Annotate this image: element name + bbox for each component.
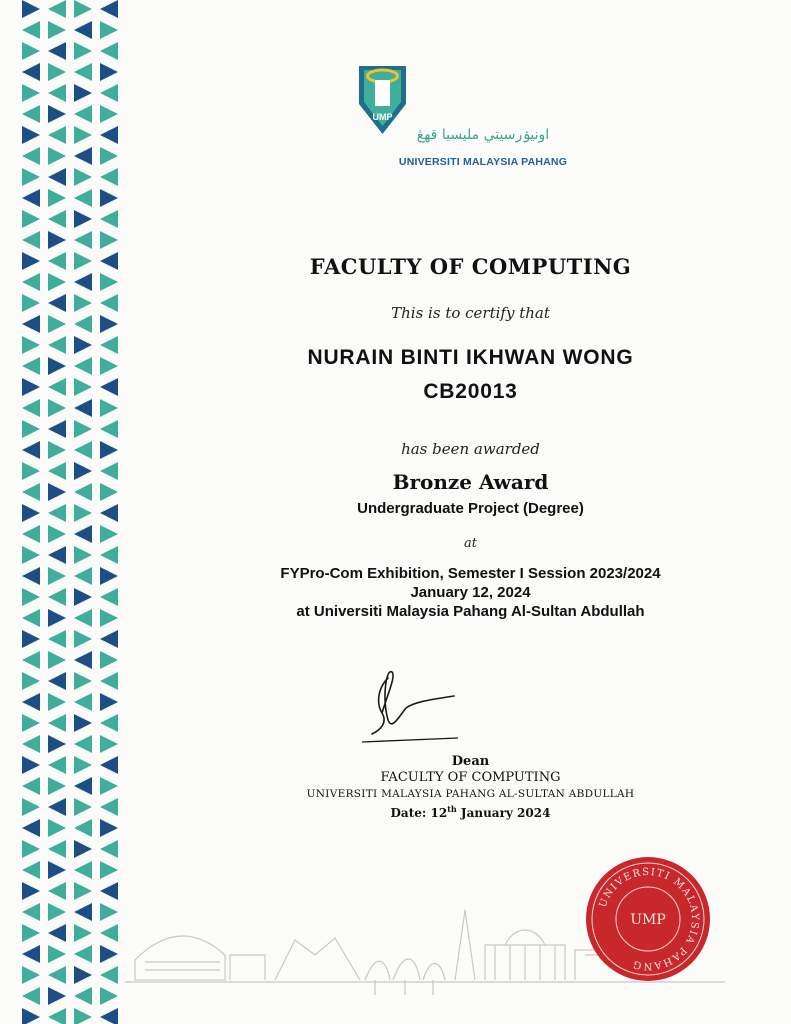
border-triangle bbox=[22, 252, 40, 270]
dean-signature bbox=[358, 668, 468, 754]
border-triangle bbox=[74, 483, 92, 501]
border-triangle bbox=[74, 231, 92, 249]
border-triangle bbox=[22, 945, 40, 963]
border-triangle bbox=[74, 147, 92, 165]
border-triangle bbox=[74, 252, 92, 270]
border-triangle bbox=[100, 63, 118, 81]
border-triangle bbox=[48, 21, 66, 39]
border-triangle bbox=[100, 189, 118, 207]
border-triangle bbox=[22, 294, 40, 312]
border-triangle bbox=[74, 273, 92, 291]
border-triangle bbox=[100, 840, 118, 858]
border-triangle bbox=[48, 126, 66, 144]
border-triangle bbox=[74, 210, 92, 228]
border-triangle bbox=[22, 609, 40, 627]
border-triangle bbox=[48, 252, 66, 270]
border-triangle bbox=[74, 336, 92, 354]
decorative-triangle-border bbox=[18, 0, 128, 1024]
logo-arabic-name: اونيۏرسيتي مليسيا قهڠ bbox=[416, 127, 550, 143]
border-triangle bbox=[48, 735, 66, 753]
date-rest: January 2024 bbox=[460, 806, 551, 820]
border-triangle bbox=[74, 126, 92, 144]
border-triangle bbox=[74, 924, 92, 942]
border-triangle bbox=[48, 798, 66, 816]
svg-text:UNIVERSITI MALAYSIA PAHANG: UNIVERSITI MALAYSIA PAHANG bbox=[597, 866, 701, 972]
border-triangle bbox=[22, 84, 40, 102]
border-triangle bbox=[48, 840, 66, 858]
border-triangle bbox=[48, 84, 66, 102]
border-triangle bbox=[22, 756, 40, 774]
border-triangle bbox=[22, 525, 40, 543]
border-triangle bbox=[48, 588, 66, 606]
border-triangle bbox=[48, 357, 66, 375]
border-triangle bbox=[48, 756, 66, 774]
border-triangle bbox=[100, 882, 118, 900]
border-triangle bbox=[22, 714, 40, 732]
border-triangle bbox=[100, 84, 118, 102]
border-triangle bbox=[48, 861, 66, 879]
border-triangle bbox=[100, 231, 118, 249]
border-triangle bbox=[74, 63, 92, 81]
border-triangle bbox=[22, 1008, 40, 1024]
border-triangle bbox=[100, 630, 118, 648]
border-triangle bbox=[48, 525, 66, 543]
recipient-id: CB20013 bbox=[423, 380, 518, 403]
border-triangle bbox=[74, 546, 92, 564]
awarded-text: has been awarded bbox=[401, 440, 540, 458]
border-triangle bbox=[48, 294, 66, 312]
border-triangle bbox=[22, 840, 40, 858]
border-triangle bbox=[22, 42, 40, 60]
border-triangle bbox=[74, 42, 92, 60]
border-triangle bbox=[74, 672, 92, 690]
border-triangle bbox=[48, 693, 66, 711]
border-triangle bbox=[48, 1008, 66, 1024]
border-triangle bbox=[100, 777, 118, 795]
border-triangle bbox=[100, 21, 118, 39]
border-triangle bbox=[22, 504, 40, 522]
border-triangle bbox=[22, 273, 40, 291]
border-triangle bbox=[48, 189, 66, 207]
border-triangle bbox=[48, 147, 66, 165]
border-triangle bbox=[74, 84, 92, 102]
border-triangle bbox=[22, 441, 40, 459]
border-triangle bbox=[22, 0, 40, 18]
border-triangle bbox=[48, 924, 66, 942]
border-triangle bbox=[100, 210, 118, 228]
border-triangle bbox=[100, 42, 118, 60]
border-triangle bbox=[74, 1008, 92, 1024]
border-triangle bbox=[48, 567, 66, 585]
border-triangle bbox=[100, 441, 118, 459]
border-triangle bbox=[100, 294, 118, 312]
border-triangle bbox=[74, 462, 92, 480]
border-triangle bbox=[22, 588, 40, 606]
border-triangle bbox=[22, 735, 40, 753]
border-triangle bbox=[48, 819, 66, 837]
award-category: Undergraduate Project (Degree) bbox=[357, 500, 584, 517]
border-triangle bbox=[100, 546, 118, 564]
border-triangle bbox=[74, 525, 92, 543]
border-triangle bbox=[48, 651, 66, 669]
border-triangle bbox=[100, 336, 118, 354]
border-triangle bbox=[74, 693, 92, 711]
award-name: Bronze Award bbox=[392, 470, 549, 494]
border-triangle bbox=[74, 588, 92, 606]
border-triangle bbox=[48, 483, 66, 501]
border-triangle bbox=[22, 210, 40, 228]
border-triangle bbox=[48, 777, 66, 795]
border-triangle bbox=[48, 315, 66, 333]
border-triangle bbox=[100, 966, 118, 984]
date-label: Date: bbox=[390, 806, 427, 820]
border-triangle bbox=[74, 966, 92, 984]
border-triangle bbox=[48, 441, 66, 459]
border-triangle bbox=[48, 273, 66, 291]
border-triangle bbox=[100, 168, 118, 186]
signatory-faculty: FACULTY OF COMPUTING bbox=[380, 770, 561, 785]
border-triangle bbox=[100, 609, 118, 627]
border-triangle bbox=[100, 252, 118, 270]
border-triangle bbox=[100, 924, 118, 942]
border-triangle bbox=[100, 903, 118, 921]
border-triangle bbox=[48, 903, 66, 921]
border-triangle bbox=[48, 609, 66, 627]
faculty-title: FACULTY OF COMPUTING bbox=[309, 254, 632, 279]
border-triangle bbox=[48, 987, 66, 1005]
border-triangle bbox=[22, 924, 40, 942]
border-triangle bbox=[74, 987, 92, 1005]
border-triangle bbox=[100, 567, 118, 585]
border-triangle bbox=[74, 315, 92, 333]
border-triangle bbox=[100, 126, 118, 144]
border-triangle bbox=[100, 1008, 118, 1024]
border-triangle bbox=[22, 882, 40, 900]
border-triangle bbox=[22, 147, 40, 165]
border-triangle bbox=[22, 903, 40, 921]
border-triangle bbox=[100, 315, 118, 333]
border-triangle bbox=[74, 420, 92, 438]
border-triangle bbox=[22, 777, 40, 795]
border-triangle bbox=[74, 168, 92, 186]
border-triangle bbox=[22, 126, 40, 144]
border-triangle bbox=[22, 231, 40, 249]
border-triangle bbox=[22, 546, 40, 564]
border-triangle bbox=[74, 840, 92, 858]
border-triangle bbox=[74, 567, 92, 585]
border-triangle bbox=[48, 399, 66, 417]
border-triangle bbox=[22, 357, 40, 375]
border-triangle bbox=[22, 966, 40, 984]
border-triangle bbox=[74, 882, 92, 900]
border-triangle bbox=[48, 336, 66, 354]
border-triangle bbox=[22, 63, 40, 81]
border-triangle bbox=[74, 0, 92, 18]
border-triangle bbox=[74, 735, 92, 753]
border-triangle bbox=[74, 357, 92, 375]
border-triangle bbox=[48, 504, 66, 522]
border-triangle bbox=[22, 693, 40, 711]
logo-university-name: UNIVERSITI MALAYSIA PAHANG bbox=[398, 156, 568, 168]
border-triangle bbox=[100, 0, 118, 18]
date-day: 12 bbox=[430, 806, 448, 820]
border-triangle bbox=[48, 378, 66, 396]
border-triangle bbox=[74, 105, 92, 123]
border-triangle bbox=[48, 210, 66, 228]
border-triangle bbox=[74, 651, 92, 669]
border-triangle bbox=[22, 21, 40, 39]
border-triangle bbox=[74, 609, 92, 627]
border-triangle bbox=[22, 651, 40, 669]
border-triangle bbox=[74, 756, 92, 774]
border-triangle bbox=[100, 987, 118, 1005]
border-triangle bbox=[74, 378, 92, 396]
border-triangle bbox=[22, 672, 40, 690]
event-date: January 12, 2024 bbox=[410, 584, 531, 601]
border-triangle bbox=[22, 630, 40, 648]
signatory-date bbox=[150, 804, 791, 820]
border-triangle bbox=[100, 945, 118, 963]
border-triangle bbox=[48, 0, 66, 18]
svg-text:UMP: UMP bbox=[372, 112, 393, 122]
border-triangle bbox=[74, 504, 92, 522]
border-triangle bbox=[74, 819, 92, 837]
border-triangle bbox=[22, 399, 40, 417]
border-triangle bbox=[100, 798, 118, 816]
border-triangle bbox=[100, 420, 118, 438]
border-triangle bbox=[100, 651, 118, 669]
border-triangle bbox=[48, 105, 66, 123]
border-triangle bbox=[22, 462, 40, 480]
border-triangle bbox=[74, 903, 92, 921]
border-triangle bbox=[22, 987, 40, 1005]
border-triangle bbox=[22, 567, 40, 585]
border-triangle bbox=[22, 798, 40, 816]
at-text: at bbox=[464, 536, 477, 551]
border-triangle bbox=[48, 231, 66, 249]
event-name: FYPro-Com Exhibition, Semester I Session 2023/2024 bbox=[280, 565, 661, 582]
border-triangle bbox=[100, 462, 118, 480]
border-triangle bbox=[22, 189, 40, 207]
border-triangle bbox=[74, 21, 92, 39]
border-triangle bbox=[100, 588, 118, 606]
border-triangle bbox=[100, 504, 118, 522]
border-triangle bbox=[48, 63, 66, 81]
border-triangle bbox=[74, 798, 92, 816]
recipient-name: NURAIN BINTI IKHWAN WONG bbox=[307, 346, 634, 369]
border-triangle bbox=[100, 735, 118, 753]
border-triangle bbox=[100, 819, 118, 837]
border-triangle bbox=[100, 147, 118, 165]
border-triangle bbox=[48, 966, 66, 984]
border-triangle bbox=[48, 672, 66, 690]
signatory-title: Dean bbox=[451, 754, 490, 769]
border-triangle bbox=[100, 378, 118, 396]
border-triangle bbox=[74, 714, 92, 732]
event-venue: at Universiti Malaysia Pahang Al-Sultan Abdullah bbox=[296, 603, 645, 620]
border-triangle bbox=[48, 882, 66, 900]
border-triangle bbox=[74, 189, 92, 207]
border-triangle bbox=[48, 714, 66, 732]
border-triangle bbox=[100, 357, 118, 375]
border-triangle bbox=[100, 714, 118, 732]
border-triangle bbox=[100, 105, 118, 123]
border-triangle bbox=[48, 546, 66, 564]
border-triangle bbox=[22, 483, 40, 501]
border-triangle bbox=[74, 294, 92, 312]
border-triangle bbox=[74, 399, 92, 417]
border-triangle bbox=[74, 630, 92, 648]
border-triangle bbox=[22, 105, 40, 123]
border-triangle bbox=[100, 672, 118, 690]
border-triangle bbox=[74, 777, 92, 795]
university-seal bbox=[585, 856, 711, 982]
border-triangle bbox=[48, 945, 66, 963]
border-triangle bbox=[100, 399, 118, 417]
border-triangle bbox=[22, 819, 40, 837]
border-triangle bbox=[100, 483, 118, 501]
border-triangle bbox=[22, 861, 40, 879]
certify-text: This is to certify that bbox=[391, 304, 550, 322]
border-triangle bbox=[22, 378, 40, 396]
border-triangle bbox=[100, 273, 118, 291]
border-triangle bbox=[74, 945, 92, 963]
border-triangle bbox=[22, 420, 40, 438]
border-triangle bbox=[22, 315, 40, 333]
border-triangle bbox=[100, 525, 118, 543]
border-triangle bbox=[48, 42, 66, 60]
border-triangle bbox=[74, 861, 92, 879]
border-triangle bbox=[100, 861, 118, 879]
border-triangle bbox=[48, 420, 66, 438]
border-triangle bbox=[100, 756, 118, 774]
border-triangle bbox=[74, 441, 92, 459]
signatory-university: UNIVERSITI MALAYSIA PAHANG AL-SULTAN ABDULLAH bbox=[306, 788, 635, 800]
border-triangle bbox=[22, 168, 40, 186]
border-triangle bbox=[100, 693, 118, 711]
border-triangle bbox=[48, 630, 66, 648]
svg-text:UMP: UMP bbox=[630, 912, 666, 928]
border-triangle bbox=[48, 462, 66, 480]
date-suffix: th bbox=[447, 804, 457, 814]
border-triangle bbox=[48, 168, 66, 186]
border-triangle bbox=[22, 336, 40, 354]
